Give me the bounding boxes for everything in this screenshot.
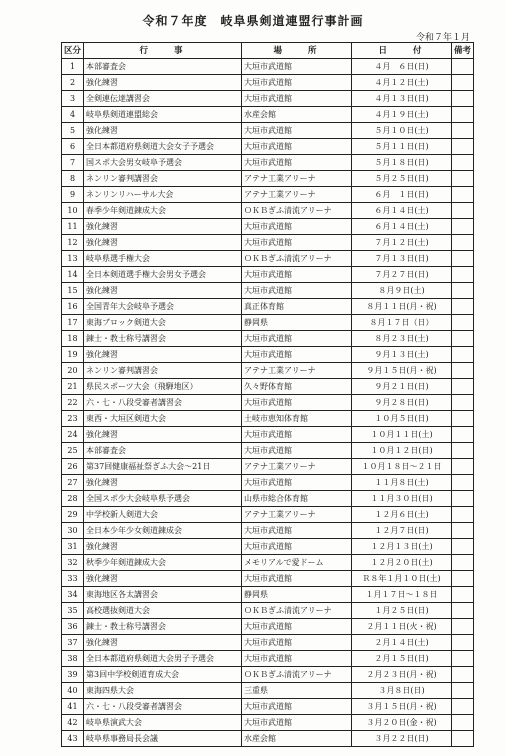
row-notes — [452, 667, 474, 683]
row-notes — [452, 395, 474, 411]
row-number: 24 — [62, 427, 84, 443]
row-event: 岐阜県演武大会 — [84, 715, 242, 731]
table-row — [62, 571, 474, 587]
row-event: 岐阜県剣道連盟総会 — [84, 107, 242, 123]
row-place: アテナ工業アリーナ — [242, 187, 352, 203]
table-row — [62, 427, 474, 443]
row-event: 強化練習 — [84, 235, 242, 251]
row-notes — [452, 443, 474, 459]
table-row — [62, 251, 474, 267]
row-notes — [452, 315, 474, 331]
row-event: 六・七・八段受審者講習会 — [84, 395, 242, 411]
table-body — [62, 59, 474, 747]
row-notes — [452, 459, 474, 475]
row-number: 23 — [62, 411, 84, 427]
row-number: 37 — [62, 635, 84, 651]
row-notes — [452, 75, 474, 91]
row-place: 水産会館 — [242, 731, 352, 747]
table-row — [62, 155, 474, 171]
row-place: 土岐市恵知体育館 — [242, 411, 352, 427]
row-date: ７月２７日(日) — [352, 267, 452, 283]
row-place: 大垣市武道館 — [242, 331, 352, 347]
row-event: 全剣連伝達講習会 — [84, 91, 242, 107]
table-row — [62, 651, 474, 667]
row-notes — [452, 411, 474, 427]
row-notes — [452, 331, 474, 347]
row-place: 大垣市武道館 — [242, 283, 352, 299]
table-row — [62, 331, 474, 347]
event-schedule-table — [61, 42, 474, 747]
row-date: １０月５日(日) — [352, 411, 452, 427]
row-event: 第3回中学校剣道育成大会 — [84, 667, 242, 683]
row-date: ３月８日(日) — [352, 683, 452, 699]
row-number: 9 — [62, 187, 84, 203]
row-notes — [452, 347, 474, 363]
row-date: ５月１８日(日) — [352, 155, 452, 171]
row-notes — [452, 619, 474, 635]
row-notes — [452, 91, 474, 107]
row-event: 強化練習 — [84, 75, 242, 91]
row-notes — [452, 379, 474, 395]
row-place: 大垣市武道館 — [242, 571, 352, 587]
row-place: 水産会館 — [242, 107, 352, 123]
row-number: 3 — [62, 91, 84, 107]
row-place: 静岡県 — [242, 587, 352, 603]
row-notes — [452, 699, 474, 715]
row-notes — [452, 171, 474, 187]
row-place: ＯＫＢぎふ清流アリーナ — [242, 203, 352, 219]
row-notes — [452, 683, 474, 699]
table-row — [62, 539, 474, 555]
row-notes — [452, 427, 474, 443]
document-date: 令和７年１月 — [415, 33, 470, 43]
row-number: 7 — [62, 155, 84, 171]
row-date: ４月 ６日(日) — [352, 59, 452, 75]
row-number: 29 — [62, 507, 84, 523]
row-notes — [452, 203, 474, 219]
row-place: ＯＫＢぎふ清流アリーナ — [242, 251, 352, 267]
row-event: 岐阜県事務局長会議 — [84, 731, 242, 747]
row-date: ６月１４日(土) — [352, 219, 452, 235]
row-place: 大垣市武道館 — [242, 123, 352, 139]
row-notes — [452, 555, 474, 571]
row-number: 14 — [62, 267, 84, 283]
row-notes — [452, 363, 474, 379]
row-place: 大垣市武道館 — [242, 235, 352, 251]
row-place: アテナ工業アリーナ — [242, 459, 352, 475]
row-event: 東西・大垣区剣道大会 — [84, 411, 242, 427]
row-date: ７月１３日(日) — [352, 251, 452, 267]
row-notes — [452, 507, 474, 523]
table-row — [62, 667, 474, 683]
table-row — [62, 203, 474, 219]
header-place: 場 所 — [242, 43, 352, 59]
row-place: アテナ工業アリーナ — [242, 507, 352, 523]
table-row — [62, 555, 474, 571]
row-event: 強化練習 — [84, 123, 242, 139]
row-date: ２月１４日(土) — [352, 635, 452, 651]
row-place: 大垣市武道館 — [242, 523, 352, 539]
table-row — [62, 107, 474, 123]
row-place: ＯＫＢぎふ清流アリーナ — [242, 667, 352, 683]
row-event: 全日本都道府県剣道大会男子予選会 — [84, 651, 242, 667]
table-row — [62, 715, 474, 731]
row-date: １月１７日～１８日 — [352, 587, 452, 603]
row-date: ４月１９日(土) — [352, 107, 452, 123]
row-notes — [452, 299, 474, 315]
row-event: 強化練習 — [84, 539, 242, 555]
row-number: 21 — [62, 379, 84, 395]
row-place: 山県市総合体育館 — [242, 491, 352, 507]
row-date: ８月２３日(土) — [352, 331, 452, 347]
row-notes — [452, 571, 474, 587]
row-date: ３月２０日(金・祝) — [352, 715, 452, 731]
document-title: 令和７年度 岐阜県剣道連盟行事計画 — [142, 14, 364, 28]
row-event: 第37回健康福祉祭ぎふ大会～21日 — [84, 459, 242, 475]
row-notes — [452, 283, 474, 299]
row-date: ５月１１日(日) — [352, 139, 452, 155]
header-notes: 備考 — [452, 43, 474, 59]
row-date: ９月１５日(月・祝) — [352, 363, 452, 379]
row-number: 27 — [62, 475, 84, 491]
row-place: アテナ工業アリーナ — [242, 363, 352, 379]
row-number: 28 — [62, 491, 84, 507]
row-event: 強化練習 — [84, 475, 242, 491]
table-row — [62, 75, 474, 91]
row-number: 26 — [62, 459, 84, 475]
row-notes — [452, 523, 474, 539]
table-row — [62, 219, 474, 235]
row-date: １１月３０日(日) — [352, 491, 452, 507]
row-event: 春季少年剣道錬成大会 — [84, 203, 242, 219]
row-number: 30 — [62, 523, 84, 539]
header-event: 行 事 — [84, 43, 242, 59]
table-row — [62, 315, 474, 331]
header-no: 区分 — [62, 43, 84, 59]
row-number: 33 — [62, 571, 84, 587]
table-row — [62, 235, 474, 251]
row-place: 大垣市武道館 — [242, 75, 352, 91]
table-row — [62, 171, 474, 187]
row-place: 大垣市武道館 — [242, 635, 352, 651]
row-notes — [452, 107, 474, 123]
table-row — [62, 347, 474, 363]
row-place: 大垣市武道館 — [242, 139, 352, 155]
row-number: 4 — [62, 107, 84, 123]
row-place: 大垣市武道館 — [242, 715, 352, 731]
table-row — [62, 635, 474, 651]
row-number: 1 — [62, 59, 84, 75]
row-number: 34 — [62, 587, 84, 603]
row-notes — [452, 587, 474, 603]
row-place: メモリアルで愛ドーム — [242, 555, 352, 571]
row-number: 5 — [62, 123, 84, 139]
row-date: １２月１３日(土) — [352, 539, 452, 555]
row-event: 六・七・八段受審者講習会 — [84, 699, 242, 715]
table-row — [62, 395, 474, 411]
row-event: 全日本剣道選手権大会男女予選会 — [84, 267, 242, 283]
row-date: １２月６日(土) — [352, 507, 452, 523]
row-notes — [452, 139, 474, 155]
row-notes — [452, 187, 474, 203]
table-row — [62, 299, 474, 315]
row-event: 全日本少年少女剣道錬成会 — [84, 523, 242, 539]
row-number: 10 — [62, 203, 84, 219]
row-date: ２月１５日(日) — [352, 651, 452, 667]
row-event: 全国青年大会岐阜予選会 — [84, 299, 242, 315]
row-number: 43 — [62, 731, 84, 747]
row-date: １０月１１日(土) — [352, 427, 452, 443]
row-date: ６月 １日(日) — [352, 187, 452, 203]
row-event: 強化練習 — [84, 571, 242, 587]
table-row — [62, 139, 474, 155]
row-date: ４月１２日(土) — [352, 75, 452, 91]
row-date: ８月９日(土) — [352, 283, 452, 299]
row-place: 真正体育館 — [242, 299, 352, 315]
header-date: 日 付 — [352, 43, 452, 59]
row-number: 22 — [62, 395, 84, 411]
row-date: ４月１３日(日) — [352, 91, 452, 107]
row-event: 全国スポ少大会岐阜県予選会 — [84, 491, 242, 507]
row-event: 強化練習 — [84, 635, 242, 651]
row-place: 大垣市武道館 — [242, 155, 352, 171]
row-number: 8 — [62, 171, 84, 187]
row-place: アテナ工業アリーナ — [242, 171, 352, 187]
row-event: 強化練習 — [84, 347, 242, 363]
table-row — [62, 619, 474, 635]
row-date: １２月７日(日) — [352, 523, 452, 539]
row-number: 42 — [62, 715, 84, 731]
row-date: ６月１４日(土) — [352, 203, 452, 219]
row-event: 強化練習 — [84, 219, 242, 235]
row-place: 大垣市武道館 — [242, 619, 352, 635]
row-number: 6 — [62, 139, 84, 155]
row-place: 大垣市武道館 — [242, 699, 352, 715]
row-notes — [452, 651, 474, 667]
table-row — [62, 91, 474, 107]
row-number: 15 — [62, 283, 84, 299]
row-date: ７月１２日(土) — [352, 235, 452, 251]
row-notes — [452, 635, 474, 651]
table-row — [62, 123, 474, 139]
row-place: 大垣市武道館 — [242, 91, 352, 107]
row-notes — [452, 475, 474, 491]
row-number: 17 — [62, 315, 84, 331]
row-number: 31 — [62, 539, 84, 555]
table-row — [62, 379, 474, 395]
row-date: ２月１１日(火・祝) — [352, 619, 452, 635]
row-event: ネンリン審判講習会 — [84, 363, 242, 379]
row-notes — [452, 251, 474, 267]
row-place: 大垣市武道館 — [242, 347, 352, 363]
row-number: 35 — [62, 603, 84, 619]
row-notes — [452, 715, 474, 731]
row-number: 20 — [62, 363, 84, 379]
row-date: ８月１１日(月・祝) — [352, 299, 452, 315]
row-date: ２月２３日(月・祝) — [352, 667, 452, 683]
table-row — [62, 587, 474, 603]
row-event: 国スポ大会男女岐阜予選会 — [84, 155, 242, 171]
row-place: 久々野体育館 — [242, 379, 352, 395]
table-row — [62, 683, 474, 699]
row-date: ９月２１日(日) — [352, 379, 452, 395]
row-event: 県民スポーツ大会（飛騨地区） — [84, 379, 242, 395]
row-event: 本部審査会 — [84, 59, 242, 75]
row-place: 大垣市武道館 — [242, 59, 352, 75]
table-row — [62, 411, 474, 427]
row-number: 13 — [62, 251, 84, 267]
row-date: ３月１５日(月・祝) — [352, 699, 452, 715]
row-event: 中学校新人剣道大会 — [84, 507, 242, 523]
row-event: 岐阜県選手権大会 — [84, 251, 242, 267]
row-place: 静岡県 — [242, 315, 352, 331]
row-place: 大垣市武道館 — [242, 395, 352, 411]
row-number: 25 — [62, 443, 84, 459]
row-notes — [452, 123, 474, 139]
table-row — [62, 699, 474, 715]
row-event: 東海四県大会 — [84, 683, 242, 699]
row-number: 16 — [62, 299, 84, 315]
row-number: 40 — [62, 683, 84, 699]
row-date: １０月１８日～２１日 — [352, 459, 452, 475]
table-row — [62, 459, 474, 475]
row-place: 大垣市武道館 — [242, 219, 352, 235]
row-date: ９月２８日(日) — [352, 395, 452, 411]
row-event: 東海ブロック剣道大会 — [84, 315, 242, 331]
row-event: 秋季少年剣道錬成大会 — [84, 555, 242, 571]
row-event: 東海地区各太講習会 — [84, 587, 242, 603]
row-place: 三重県 — [242, 683, 352, 699]
row-number: 41 — [62, 699, 84, 715]
row-notes — [452, 155, 474, 171]
row-place: 大垣市武道館 — [242, 427, 352, 443]
row-number: 11 — [62, 219, 84, 235]
row-number: 19 — [62, 347, 84, 363]
row-number: 12 — [62, 235, 84, 251]
row-notes — [452, 539, 474, 555]
row-date: ３月２２日(日) — [352, 731, 452, 747]
row-date: ５月１０日(土) — [352, 123, 452, 139]
table-row — [62, 491, 474, 507]
table-row — [62, 443, 474, 459]
row-place: ＯＫＢぎふ清流アリーナ — [242, 603, 352, 619]
row-date: ８月１７日（日） — [352, 315, 452, 331]
row-event: 全日本都道府県剣道大会女子予選会 — [84, 139, 242, 155]
row-event: 本部審査会 — [84, 443, 242, 459]
table-row — [62, 507, 474, 523]
row-event: ネンリン審判講習会 — [84, 171, 242, 187]
row-notes — [452, 731, 474, 747]
row-notes — [452, 235, 474, 251]
row-event: 強化練習 — [84, 427, 242, 443]
row-date: １月２５日(日) — [352, 603, 452, 619]
row-number: 38 — [62, 651, 84, 667]
row-number: 39 — [62, 667, 84, 683]
row-notes — [452, 267, 474, 283]
row-notes — [452, 59, 474, 75]
row-event: 強化練習 — [84, 283, 242, 299]
table-row — [62, 475, 474, 491]
row-notes — [452, 603, 474, 619]
table-row — [62, 187, 474, 203]
table-row — [62, 603, 474, 619]
row-place: 大垣市武道館 — [242, 267, 352, 283]
row-number: 32 — [62, 555, 84, 571]
row-notes — [452, 491, 474, 507]
table-row — [62, 731, 474, 747]
row-place: 大垣市武道館 — [242, 475, 352, 491]
table-row — [62, 523, 474, 539]
row-date: １０月１２日(日) — [352, 443, 452, 459]
row-date: １１月８日(土) — [352, 475, 452, 491]
row-notes — [452, 219, 474, 235]
row-date: １２月２０日(土) — [352, 555, 452, 571]
table-header-row — [62, 43, 474, 59]
row-number: 18 — [62, 331, 84, 347]
row-date: ９月１３日(土) — [352, 347, 452, 363]
table-row — [62, 59, 474, 75]
row-event: 錬士・教士称号講習会 — [84, 619, 242, 635]
table-row — [62, 283, 474, 299]
row-number: 2 — [62, 75, 84, 91]
row-event: 高校選抜剣道大会 — [84, 603, 242, 619]
table-row — [62, 363, 474, 379]
row-event: ネンリンリハーサル大会 — [84, 187, 242, 203]
row-place: 大垣市武道館 — [242, 443, 352, 459]
row-date: ５月２５日(日) — [352, 171, 452, 187]
row-place: 大垣市武道館 — [242, 651, 352, 667]
row-event: 錬士・教士称号講習会 — [84, 331, 242, 347]
row-date: Ｒ８年１月１０日(土) — [352, 571, 452, 587]
table-row — [62, 267, 474, 283]
row-place: 大垣市武道館 — [242, 539, 352, 555]
row-number: 36 — [62, 619, 84, 635]
